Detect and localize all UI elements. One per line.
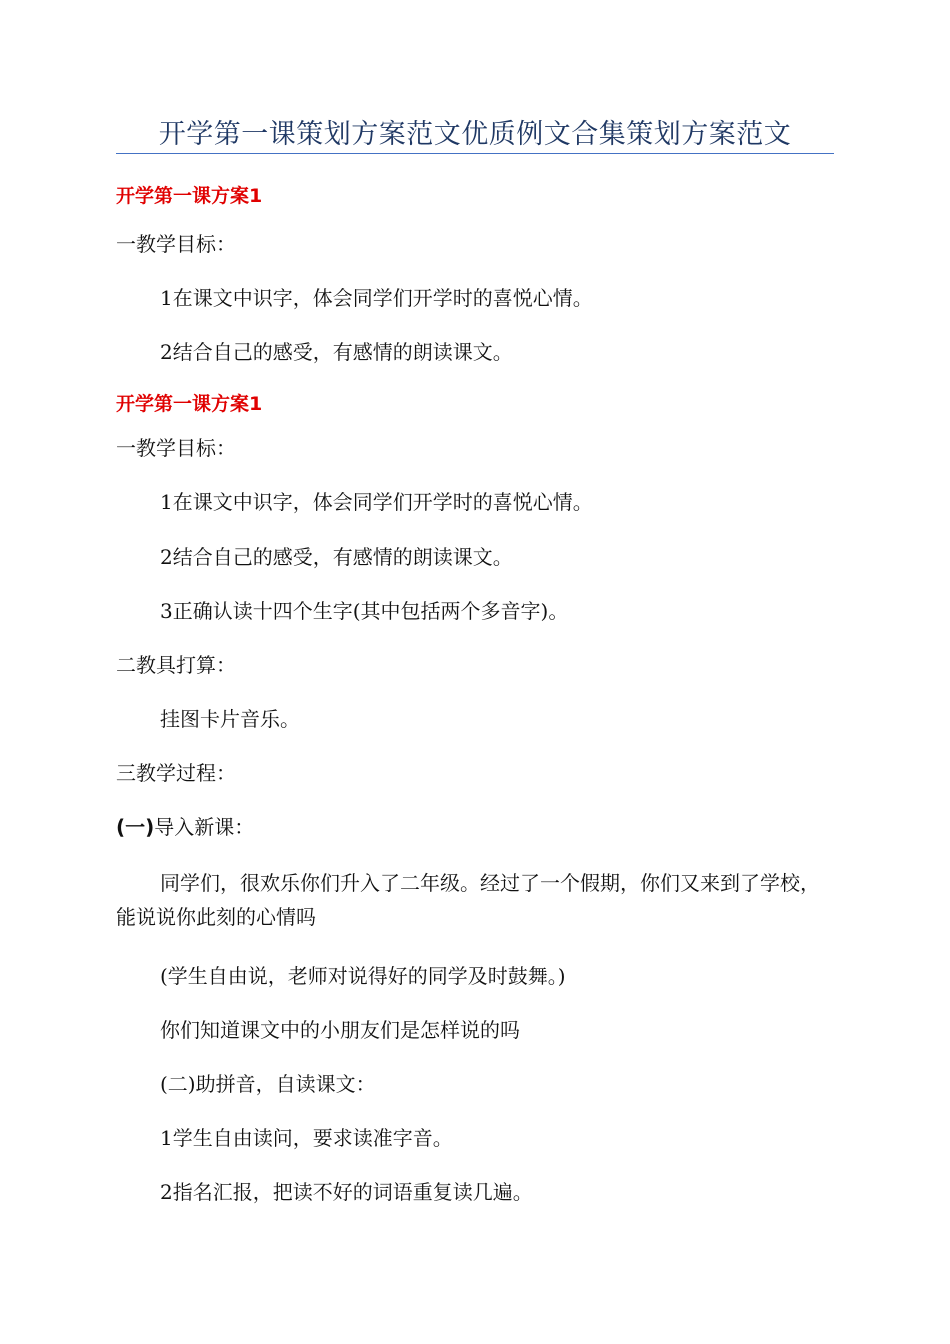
section-heading-1: 开学第一课方案1 bbox=[116, 185, 263, 207]
goal-label-2: 一教学目标： bbox=[116, 436, 236, 460]
step-2-item: 1学生自由读问，要求读准字音。 bbox=[160, 1126, 453, 1150]
document-title: 开学第一课策划方案范文优质例文合集策划方案范文 bbox=[158, 119, 792, 150]
step-1-note: (学生自由说，老师对说得好的同学及时鼓舞。) bbox=[160, 964, 566, 988]
section-heading-2: 开学第一课方案1 bbox=[116, 393, 263, 415]
goal-label-1: 一教学目标： bbox=[116, 232, 236, 256]
step-1-question: 你们知道课文中的小朋友们是怎样说的吗 bbox=[160, 1018, 520, 1042]
goal-item: 3正确认读十四个生字(其中包括两个多音字)。 bbox=[160, 599, 569, 623]
process-label: 三教学过程： bbox=[116, 761, 236, 785]
step-2-item: 2指名汇报，把读不好的词语重复读几遍。 bbox=[160, 1180, 533, 1204]
goal-item: 1在课文中识字，体会同学们开学时的喜悦心情。 bbox=[160, 490, 593, 514]
tools-label: 二教具打算： bbox=[116, 653, 236, 677]
step-1-heading bbox=[116, 813, 254, 841]
step-1-paragraph: 同学们，很欢乐你们升入了二年级。经过了一个假期，你们又来到了学校，能说说你此刻的心情吗 bbox=[116, 871, 820, 929]
tools-text: 挂图卡片音乐。 bbox=[160, 707, 300, 731]
step-1-prefix: (一) bbox=[116, 815, 155, 839]
goal-item: 2结合自己的感受，有感情的朗读课文。 bbox=[160, 545, 513, 569]
title-underline bbox=[116, 153, 834, 154]
goal-item: 2结合自己的感受，有感情的朗读课文。 bbox=[160, 340, 513, 364]
goal-item: 1在课文中识字，体会同学们开学时的喜悦心情。 bbox=[160, 286, 593, 310]
step-1-label: 导入新课： bbox=[154, 815, 255, 839]
step-2-heading: (二)助拼音，自读课文： bbox=[160, 1072, 376, 1096]
